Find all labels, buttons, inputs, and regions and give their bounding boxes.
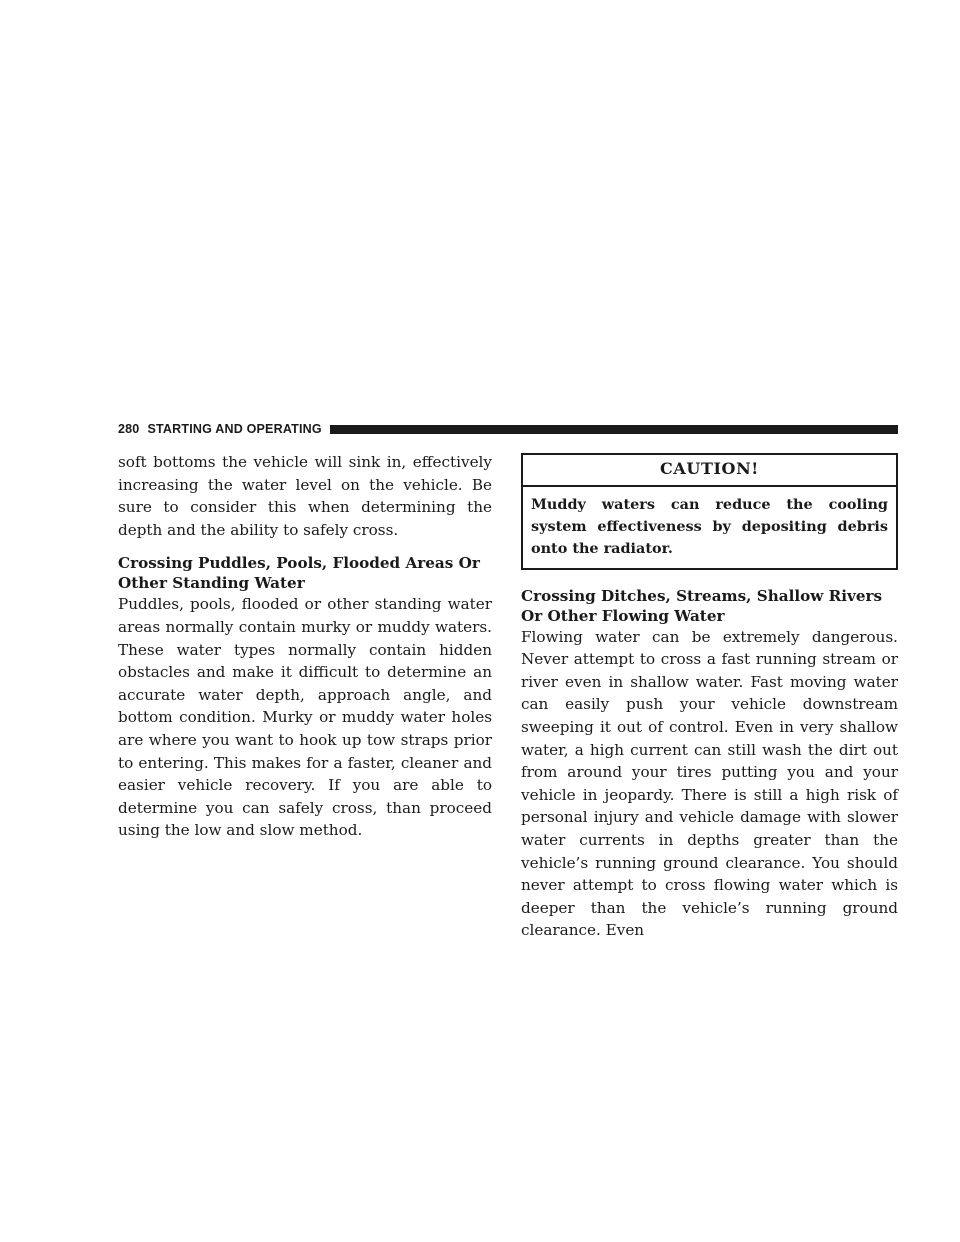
left-column [118,451,492,842]
caution-box [521,453,898,570]
paragraph-continued: soft bottoms the vehicle will sink in, effectively increasing the water level on the vehicle. Be sure to consider this when determining the depth and the ability to safely cross. [118,453,492,539]
caution-title: CAUTION! [523,455,896,487]
right-column [521,451,898,942]
caution-text: Muddy waters can reduce the cooling system effectiveness by depositing debris onto the radiator. [531,495,888,557]
heading-puddles: Crossing Puddles, Pools, Flooded Areas Or Other Standing Water [118,554,480,593]
heading-ditches: Crossing Ditches, Streams, Shallow Rivers Or Other Flowing Water [521,586,883,625]
page-header [118,421,898,437]
section-title: STARTING AND OPERATING [147,422,322,436]
paragraph-ditches: Flowing water can be extremely dangerous. Never attempt to cross a fast running stream or river even in shallow water. Fast moving water can easily push your vehicle downstream sweeping it out of control. Even in very shallow water, a high current can still wash the dirt out from around your tires putting you and your vehicle in jeopardy. There is still a high risk of personal injury and vehicle damage with slower water currents in depths greater than the vehicle’s running ground clearance. You should never attempt to cross flowing water which is deeper than the vehicle’s running ground clearance. Even [521,627,898,940]
paragraph-puddles: Puddles, pools, flooded or other standing water areas normally contain murky or muddy waters. These water types normally contain hidden obstacles and make it difficult to determine an accurate water depth, approach angle, and bottom condition. Murky or muddy water holes are where you want to hook up tow straps prior to entering. This makes for a faster, cleaner and easier vehicle recovery. If you are able to determine you can safely cross, than proceed using the low and slow method. [118,595,492,840]
header-rule [330,425,898,434]
page-number: 280 [118,422,140,436]
